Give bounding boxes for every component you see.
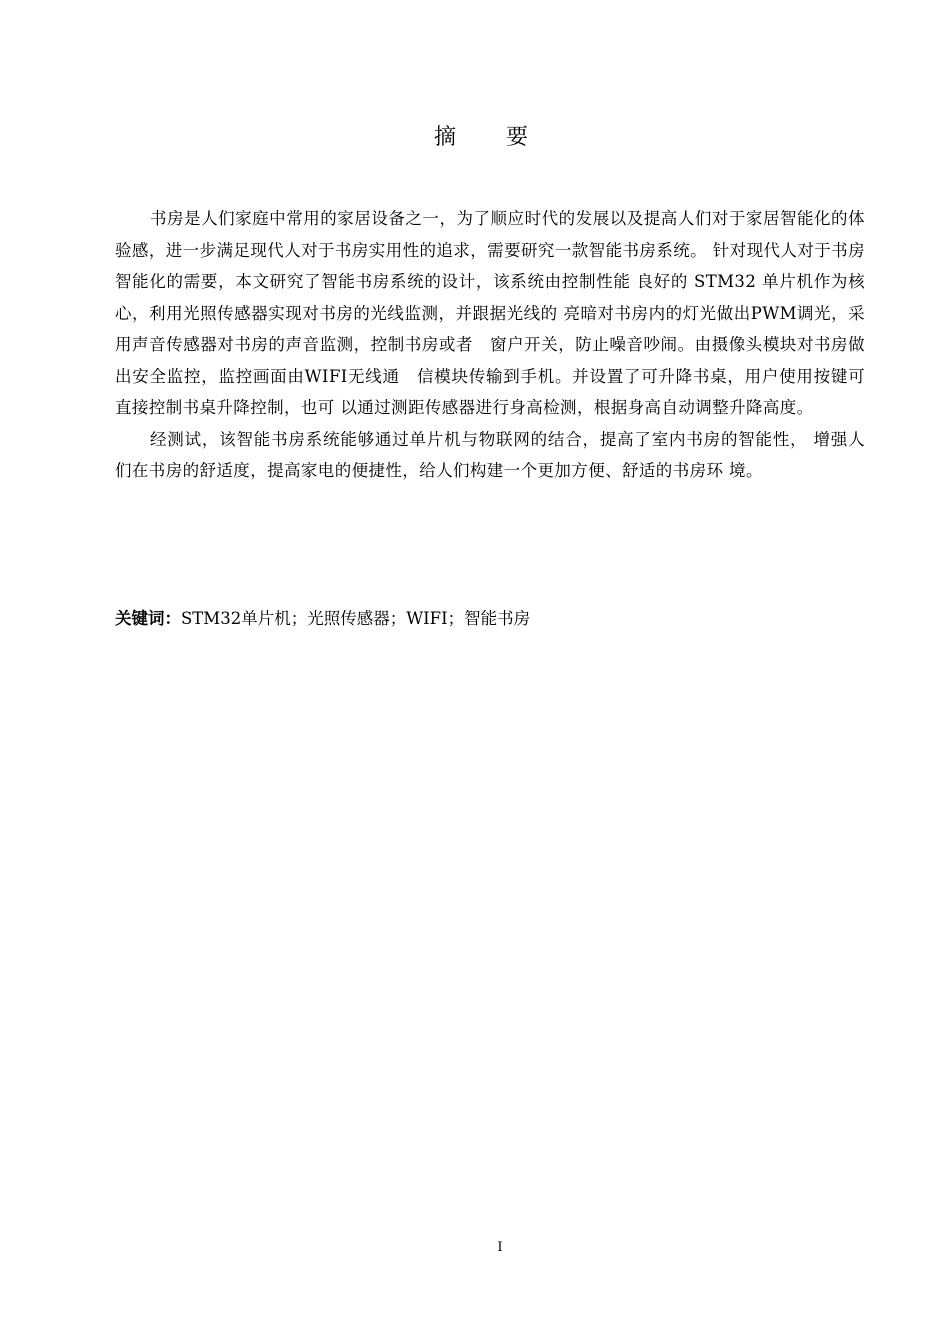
page-number: I <box>497 1240 503 1255</box>
keywords-text: STM32单片机；光照传感器；WIFI；智能书房 <box>181 609 531 628</box>
abstract-title: 摘 要 <box>433 125 542 150</box>
abstract-body <box>115 203 865 487</box>
keywords-line <box>115 603 865 634</box>
abstract-paragraph-1: 书房是人们家庭中常用的家居设备之一，为了顺应时代的发展以及提高人们对于家居智能化的体验感，进一步满足现代人对于书房实用性的追求，需要研究一款智能书房系统。 针对现代人对于书房智能化的需要，本文研究了智能书房系统的设计，该系统由控制性能 良好的 STM32 单片机作为核心，利用光照传感器实现对书房的光线监测，并跟据光线的 亮暗对书房内的灯光做出PWM调光，采用声音传感器对书房的声音监测，控制书房或者 窗户开关，防止噪音吵闹。由摄像头模块对书房做出安全监控，监控画面由WIFI无线通 信模块传输到手机。并设置了可升降书桌，用户使用按键可直接控制书桌升降控制，也可 以通过测距传感器进行身高检测，根据身高自动调整升降高度。 <box>115 209 865 417</box>
abstract-paragraph-2: 经测试，该智能书房系统能够通过单片机与物联网的结合，提高了室内书房的智能性， 增强人们在书房的舒适度，提高家电的便捷性，给人们构建一个更加方便、舒适的书房环 境。 <box>115 429 865 480</box>
keywords-label: 关键词： <box>115 609 181 628</box>
